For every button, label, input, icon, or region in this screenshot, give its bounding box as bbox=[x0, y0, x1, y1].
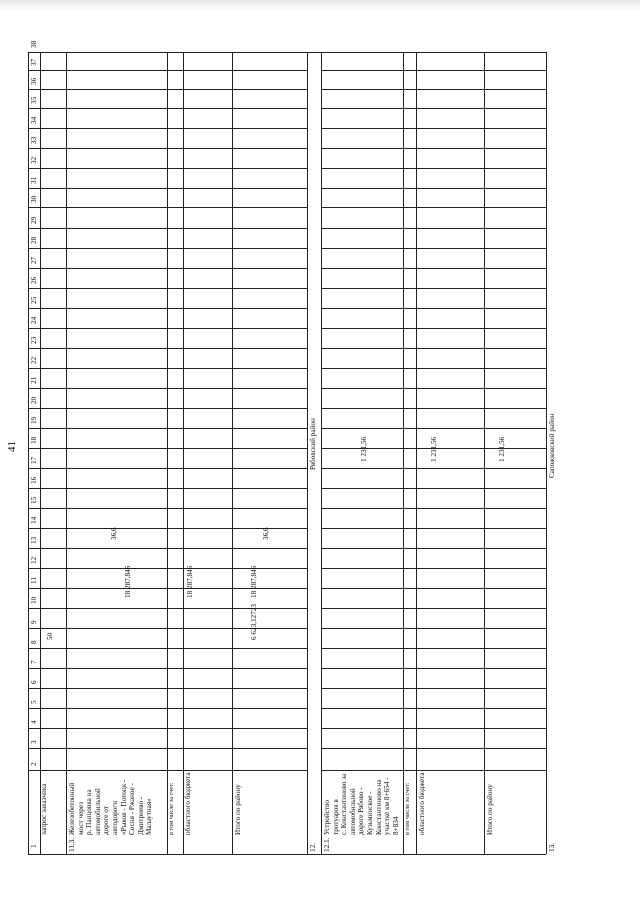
row-line bbox=[307, 52, 308, 854]
row-oblast-col12: 18 287,846 bbox=[186, 565, 194, 598]
column-number-1: 1 bbox=[30, 844, 38, 848]
col-line bbox=[28, 228, 307, 229]
column-number-8: 8 bbox=[30, 640, 38, 644]
row-line bbox=[28, 52, 29, 854]
col-line bbox=[28, 488, 307, 489]
row-11-3-name-line: Сосня - Ржаное - bbox=[128, 783, 137, 835]
row-12-1-name-line: 8+834 bbox=[391, 816, 400, 835]
col-line bbox=[28, 207, 307, 208]
column-number-7: 7 bbox=[30, 660, 38, 664]
col-line bbox=[321, 328, 546, 329]
column-number-9: 9 bbox=[30, 620, 38, 624]
column-number-11: 11 bbox=[30, 577, 38, 584]
col-line bbox=[28, 608, 307, 609]
header-col2-text: запрос заказчика bbox=[40, 783, 48, 835]
frame-top bbox=[28, 52, 546, 53]
col-line bbox=[321, 368, 546, 369]
col-line bbox=[28, 268, 307, 269]
row-11-3-name-line: Малаутная» bbox=[145, 798, 154, 835]
col-line bbox=[321, 688, 546, 689]
col-line bbox=[28, 70, 307, 71]
row-incl-label: в том числе за счет: bbox=[168, 782, 175, 835]
row-line bbox=[416, 52, 417, 854]
col-line bbox=[321, 89, 546, 90]
row-oblast2-label: областного бюджета bbox=[418, 772, 426, 835]
col-line bbox=[28, 308, 307, 309]
col-line bbox=[321, 770, 546, 771]
col-line bbox=[321, 348, 546, 349]
col-line bbox=[28, 628, 307, 629]
column-number-20: 20 bbox=[30, 396, 38, 404]
column-number-28: 28 bbox=[30, 236, 38, 244]
column-number-23: 23 bbox=[30, 336, 38, 344]
column-number-5: 5 bbox=[30, 700, 38, 704]
column-number-37: 37 bbox=[30, 58, 38, 66]
col-line bbox=[28, 408, 307, 409]
page-number: 41 bbox=[6, 441, 18, 452]
column-number-38: 38 bbox=[30, 40, 38, 48]
section-12-number: 12. bbox=[309, 843, 317, 852]
col-line bbox=[321, 508, 546, 509]
col-line bbox=[321, 528, 546, 529]
column-number-30: 30 bbox=[30, 195, 38, 203]
column-number-29: 29 bbox=[30, 216, 38, 224]
column-number-25: 25 bbox=[30, 296, 38, 304]
section-12-title: Рябовский район bbox=[309, 418, 317, 470]
column-number-3: 3 bbox=[30, 740, 38, 744]
col-line bbox=[28, 188, 307, 189]
col-line bbox=[321, 207, 546, 208]
col-line bbox=[321, 70, 546, 71]
column-number-22: 22 bbox=[30, 356, 38, 364]
row-oblast-label: областного бюджета bbox=[184, 772, 192, 835]
col-line bbox=[28, 448, 307, 449]
column-number-17: 17 bbox=[30, 456, 38, 464]
row-line bbox=[66, 52, 67, 854]
col-line bbox=[321, 668, 546, 669]
column-number-12: 12 bbox=[30, 556, 38, 564]
col-line bbox=[321, 108, 546, 109]
row-12-1-name-line: Устройство bbox=[323, 800, 331, 835]
row-incl2-label: в том числе за счет: bbox=[404, 782, 411, 835]
row-line bbox=[484, 52, 485, 854]
col-line bbox=[321, 408, 546, 409]
col-line bbox=[28, 508, 307, 509]
column-number-4: 4 bbox=[30, 720, 38, 724]
row-12-1-number: 12.1. bbox=[323, 837, 331, 852]
col-line bbox=[321, 148, 546, 149]
col-line bbox=[321, 248, 546, 249]
column-number-6: 6 bbox=[30, 680, 38, 684]
row-11-3-name-line: Железобетонный bbox=[68, 782, 76, 835]
col-line bbox=[321, 228, 546, 229]
col-line bbox=[28, 108, 307, 109]
row-12-1-name-line: тротуаров в bbox=[331, 799, 340, 835]
column-number-13: 13 bbox=[30, 536, 38, 544]
col-line bbox=[321, 168, 546, 169]
col-line bbox=[28, 748, 307, 749]
col-line bbox=[321, 748, 546, 749]
col-line bbox=[321, 728, 546, 729]
col-line bbox=[28, 388, 307, 389]
col-line bbox=[28, 568, 307, 569]
column-number-18: 18 bbox=[30, 436, 38, 444]
col-line bbox=[321, 268, 546, 269]
col-line bbox=[28, 668, 307, 669]
col-line bbox=[321, 308, 546, 309]
col-line bbox=[321, 188, 546, 189]
row-line bbox=[403, 52, 404, 854]
column-number-33: 33 bbox=[30, 136, 38, 144]
column-number-19: 19 bbox=[30, 416, 38, 424]
col-line bbox=[28, 428, 307, 429]
row-11-3-name-line: Дмитриево - bbox=[136, 796, 145, 835]
column-number-36: 36 bbox=[30, 77, 38, 85]
row-12-1-name-line: автомобильной bbox=[348, 788, 357, 835]
col-line bbox=[28, 648, 307, 649]
col-line bbox=[28, 128, 307, 129]
col-line bbox=[321, 488, 546, 489]
row-line bbox=[546, 52, 547, 854]
row-11-3-name-line: «Рыков - Потоцк - bbox=[119, 779, 128, 835]
row-11-3-name-line: автомобильной bbox=[93, 788, 102, 835]
row-11-3-name-line: мост через bbox=[76, 802, 85, 835]
column-number-32: 32 bbox=[30, 156, 38, 164]
row-11-3-number: 11.3. bbox=[68, 837, 76, 852]
column-number-14: 14 bbox=[30, 516, 38, 524]
column-number-16: 16 bbox=[30, 476, 38, 484]
col-line bbox=[28, 89, 307, 90]
row-total-label: Итого по району bbox=[234, 784, 242, 835]
col-line bbox=[28, 368, 307, 369]
row-oblast2-col18: 1 231,56 bbox=[430, 436, 438, 462]
row-total-col14: 36,6 bbox=[262, 527, 270, 540]
column-number-15: 15 bbox=[30, 496, 38, 504]
col-line bbox=[321, 468, 546, 469]
col-line bbox=[28, 770, 307, 771]
column-number-31: 31 bbox=[30, 176, 38, 184]
col-line bbox=[28, 588, 307, 589]
row-12-1-col18: 1 231,56 bbox=[360, 436, 368, 462]
column-number-26: 26 bbox=[30, 276, 38, 284]
row-line bbox=[321, 52, 322, 854]
row-11-3-name-line: дороге от bbox=[102, 806, 111, 835]
column-number-34: 34 bbox=[30, 116, 38, 124]
row-total-col12: 18 287,846 bbox=[250, 565, 258, 598]
col-line bbox=[28, 548, 307, 549]
row-total2-label: Итого по району bbox=[486, 784, 494, 835]
row-total2-col18: 1 231,56 bbox=[498, 436, 506, 462]
col-line bbox=[321, 648, 546, 649]
col-line bbox=[321, 428, 546, 429]
row-11-3-col9: 50 bbox=[46, 632, 54, 640]
col-line bbox=[321, 388, 546, 389]
col-line bbox=[28, 728, 307, 729]
row-12-1-name-line: Константиново на bbox=[374, 779, 383, 835]
column-number-27: 27 bbox=[30, 256, 38, 264]
col-line bbox=[28, 168, 307, 169]
row-12-1-name-line: Кузьминское - bbox=[366, 791, 374, 835]
row-total-col9: 6 623,12723 bbox=[250, 604, 258, 640]
row-12-1-name-line: дороге Рябово - bbox=[357, 787, 366, 835]
row-line bbox=[232, 52, 233, 854]
col-line bbox=[321, 548, 546, 549]
col-line bbox=[28, 348, 307, 349]
col-line bbox=[321, 288, 546, 289]
row-12-1-name-line: участке км 8+654 - bbox=[383, 777, 392, 835]
column-number-2: 2 bbox=[30, 762, 38, 766]
row-line bbox=[183, 52, 184, 854]
col-line bbox=[28, 688, 307, 689]
col-line bbox=[28, 708, 307, 709]
scan-edge bbox=[0, 0, 640, 10]
col-line bbox=[28, 148, 307, 149]
row-11-3-col14: 36,6 bbox=[110, 527, 118, 540]
row-12-1-name-line: с. Константиново за bbox=[340, 773, 349, 835]
col-line bbox=[321, 628, 546, 629]
col-line bbox=[321, 568, 546, 569]
row-line bbox=[40, 52, 41, 854]
col-line bbox=[321, 588, 546, 589]
section-13-number: 13. bbox=[548, 843, 556, 852]
column-number-35: 35 bbox=[30, 96, 38, 104]
col-line bbox=[321, 708, 546, 709]
row-11-3-name-line: р. Панцовка на bbox=[85, 789, 94, 835]
section-13-title: Сапожковский район bbox=[548, 413, 556, 478]
column-number-21: 21 bbox=[30, 376, 38, 384]
column-number-24: 24 bbox=[30, 316, 38, 324]
col-line bbox=[28, 854, 546, 855]
row-line bbox=[167, 52, 168, 854]
col-line bbox=[321, 128, 546, 129]
col-line bbox=[28, 288, 307, 289]
row-11-3-col12: 18 287,846 bbox=[124, 565, 132, 598]
col-line bbox=[28, 248, 307, 249]
col-line bbox=[28, 328, 307, 329]
col-line bbox=[321, 608, 546, 609]
row-11-3-name-line: автодороги bbox=[111, 800, 119, 835]
col-line bbox=[28, 468, 307, 469]
column-number-10: 10 bbox=[30, 596, 38, 604]
